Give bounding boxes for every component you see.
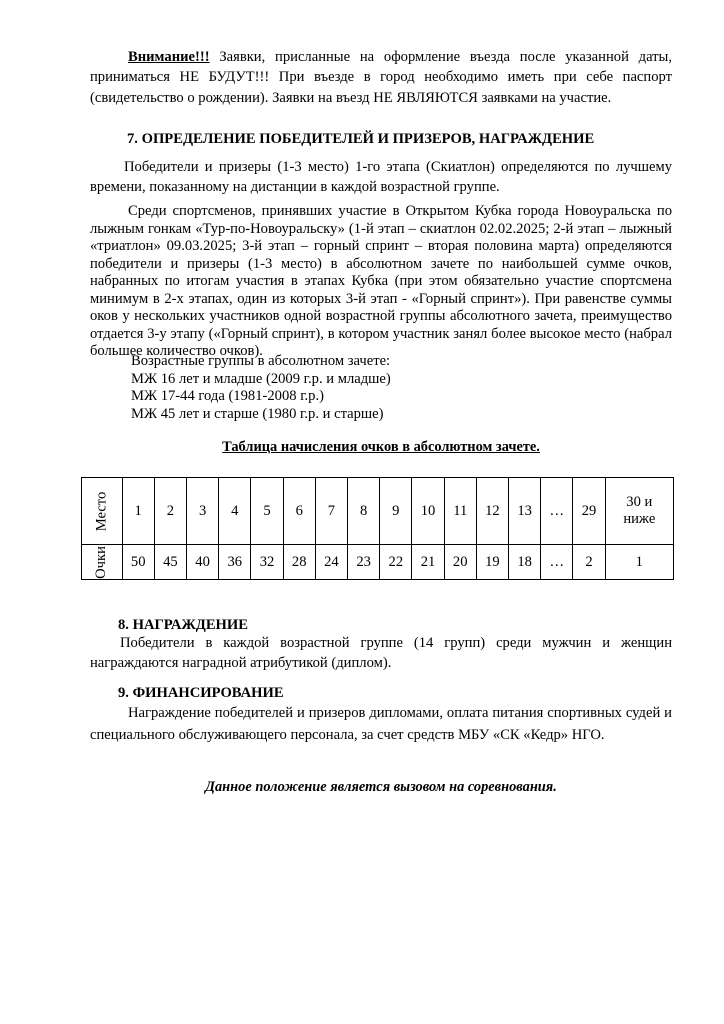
place-cell: 3: [187, 478, 219, 545]
table-row-places: [82, 478, 674, 545]
age-groups: [131, 353, 391, 423]
place-cell: 12: [476, 478, 508, 545]
age-groups-title: Возрастные группы в абсолютном зачете:: [131, 353, 391, 369]
section-7-heading: 7. ОПРЕДЕЛЕНИЕ ПОБЕДИТЕЛЕЙ И ПРИЗЕРОВ, НАГРАЖДЕНИЕ: [127, 131, 595, 147]
closing-statement: Данное положение является вызовом на соревнования.: [205, 779, 557, 795]
attention-paragraph: [90, 47, 672, 108]
place-cell: 29: [573, 478, 605, 545]
age-group-item: МЖ 16 лет и младше (2009 г.р. и младше): [131, 370, 391, 387]
section-7-paragraph-1: Победители и призеры (1-3 место) 1-го этапа (Скиатлон) определяются по лучшему времени, показанному на дистанции в каждой возрастной группе.: [90, 159, 672, 196]
points-cell: 24: [315, 545, 347, 580]
points-cell: 20: [444, 545, 476, 580]
attention-text: Заявки, присланные на оформление въезда после указанной даты, приниматься НЕ БУДУТ!!! При въезде в город необходимо иметь при себе паспорт (свидетельство о рождении). Заявки на въезд НЕ ЯВЛЯЮТСЯ заявками на участие.: [90, 49, 672, 106]
points-cell: 32: [251, 545, 283, 580]
section-9-heading: 9. ФИНАНСИРОВАНИЕ: [118, 685, 284, 701]
place-cell: 2: [154, 478, 186, 545]
points-cell: 18: [509, 545, 541, 580]
points-cell: 36: [219, 545, 251, 580]
attention-label: Внимание!!!: [128, 49, 210, 65]
points-cell: 19: [476, 545, 508, 580]
points-cell: 45: [154, 545, 186, 580]
section-7-paragraph-2: Среди спортсменов, принявших участие в Открытом Кубка города Новоуральска по лыжным гонкам «Тур-по-Новоуральску» (1-й этап – скиатлон 02.02.2025; 2-й этап – лыжный «триатлон» 09.03.2025; 3-й этап – горный спринт – вторая половина марта) определяются победители и призеры (1-3 место) в абсолютном зачете по наибольшей сумме очков, набранных по итогам участия в этапах Кубка (при этом обязательно участие спортсмена минимум в 2-х этапах, один из которых 3-й этап - «Горный спринт»). При равенстве суммы оков у нескольких участников одной возрастной группы абсолютного зачета, преимущество отдается 3-у этапу («Горный спринт), в котором участник занял более высокое место (набрал большее количество очков).: [90, 203, 672, 359]
section-8-heading: 8. НАГРАЖДЕНИЕ: [118, 617, 248, 633]
points-cell: 23: [348, 545, 380, 580]
place-cell: 4: [219, 478, 251, 545]
place-cell: 5: [251, 478, 283, 545]
place-cell: 10: [412, 478, 444, 545]
row-label-place: Место: [82, 478, 123, 545]
points-cell: 1: [605, 545, 673, 580]
place-cell: 8: [348, 478, 380, 545]
section-8-text: Победители в каждой возрастной группе (14 групп) среди мужчин и женщин награждаются наградной атрибутикой (диплом).: [90, 635, 672, 672]
section-9-text: Награждение победителей и призеров дипломами, оплата питания спортивных судей и специального обслуживающего персонала, за счет средств МБУ «СК «Кедр» НГО.: [90, 705, 672, 743]
points-cell: 40: [187, 545, 219, 580]
points-table-title: Таблица начисления очков в абсолютном зачете.: [222, 439, 540, 455]
place-cell: 7: [315, 478, 347, 545]
place-cell: …: [541, 478, 573, 545]
points-cell: 21: [412, 545, 444, 580]
points-cell: 2: [573, 545, 605, 580]
points-cell: 28: [283, 545, 315, 580]
table-row-points: [82, 545, 674, 580]
place-cell: 6: [283, 478, 315, 545]
place-cell-last: 30 и ниже: [605, 478, 673, 545]
place-cell: 9: [380, 478, 412, 545]
place-cell: 13: [509, 478, 541, 545]
row-label-points: Очки: [82, 545, 123, 580]
age-group-item: МЖ 45 лет и старше (1980 г.р. и старше): [131, 405, 384, 422]
points-cell: 50: [122, 545, 154, 580]
place-cell: 1: [122, 478, 154, 545]
place-cell: 11: [444, 478, 476, 545]
age-group-item: МЖ 17-44 года (1981-2008 г.р.): [131, 388, 324, 405]
points-cell: 22: [380, 545, 412, 580]
points-table: [81, 477, 674, 580]
points-cell: …: [541, 545, 573, 580]
